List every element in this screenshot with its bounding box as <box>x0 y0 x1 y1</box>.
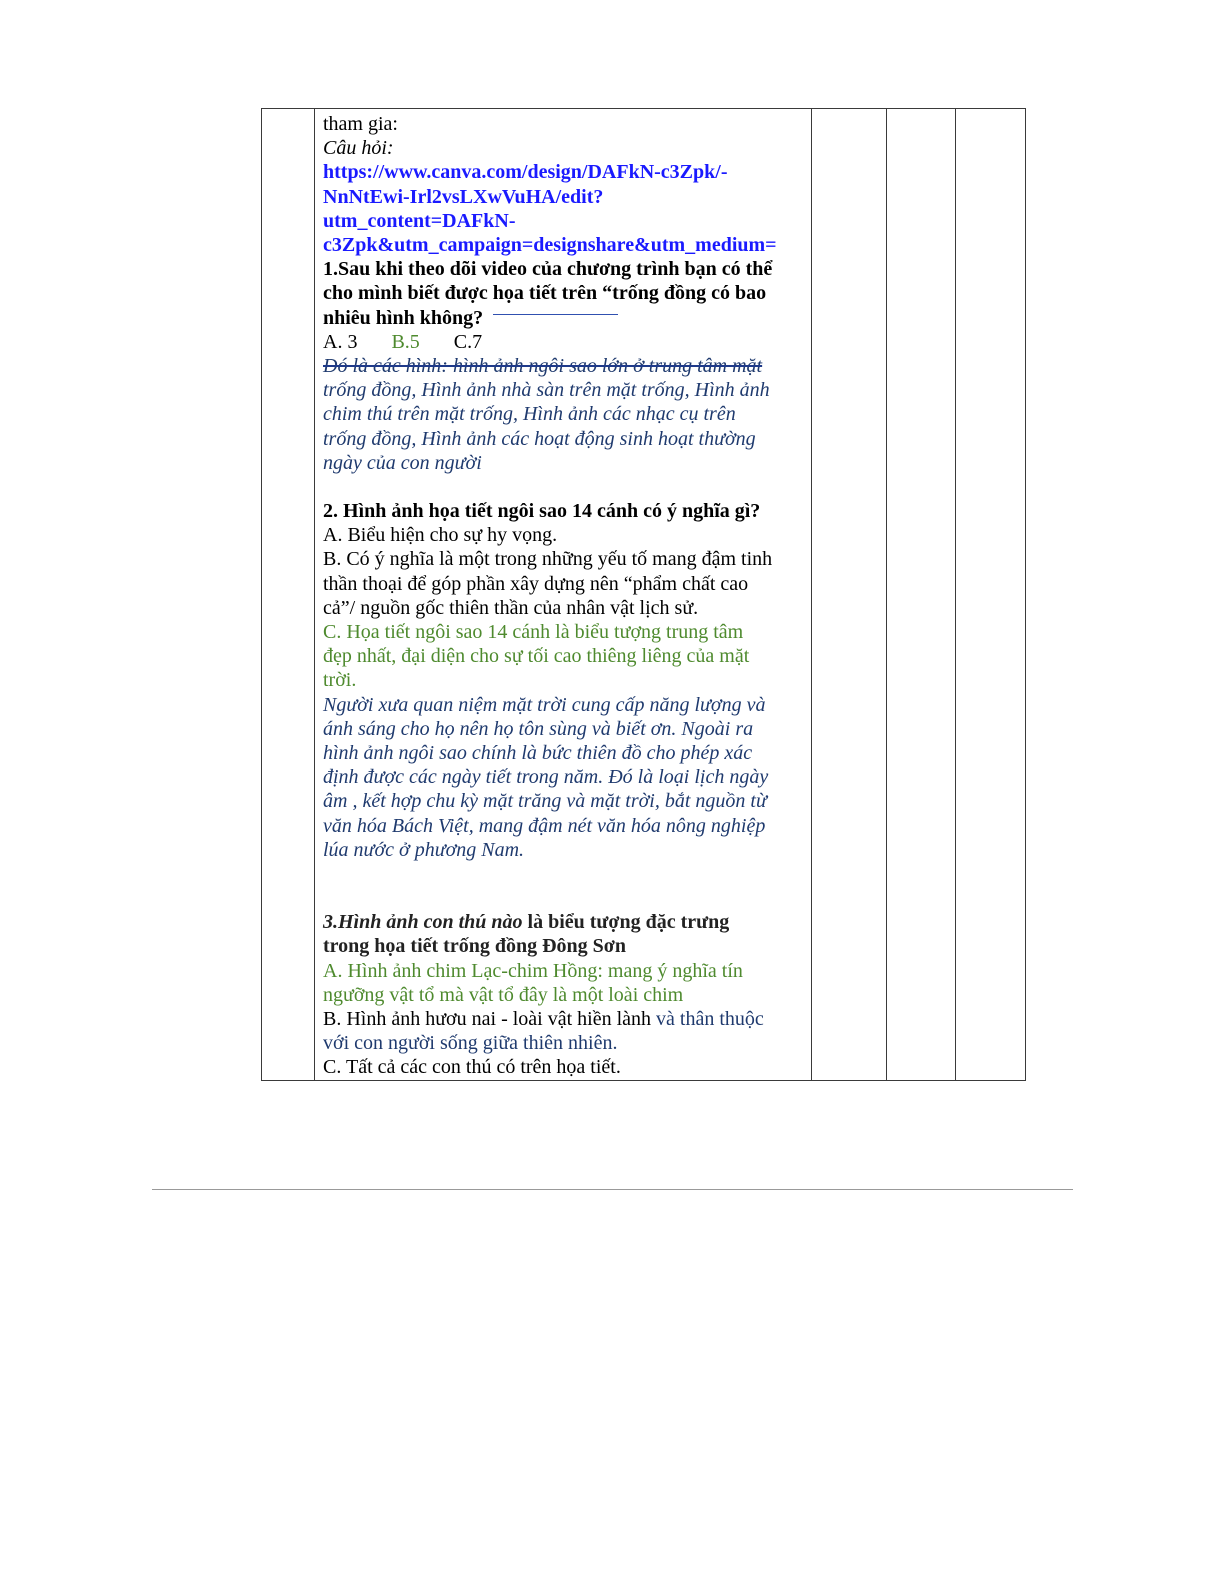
content-cell <box>315 109 812 1081</box>
q1-line-2: cho mình biết được họa tiết trên “trống đồng có bao <box>323 282 767 305</box>
q1-line-1: 1.Sau khi theo dõi video của chương trình bạn có thể <box>323 258 773 281</box>
q2-title: 2. Hình ảnh họa tiết ngôi sao 14 cánh có ý nghĩa gì? <box>323 500 761 523</box>
question-label: Câu hỏi: <box>323 137 394 160</box>
q1-options <box>323 330 803 354</box>
q3-option-c: C. Tất cả các con thú có trên họa tiết. <box>323 1056 621 1079</box>
lesson-table <box>261 108 1026 1081</box>
q1-explain-line-2: trống đồng, Hình ảnh nhà sàn trên mặt trống, Hình ảnh <box>323 379 770 402</box>
q2-explain-line-4: định được các ngày tiết trong năm. Đó là loại lịch ngày <box>323 766 769 789</box>
q2-explain-line-2: ánh sáng cho họ nên họ tôn sùng và biết ơn. Ngoài ra <box>323 717 754 740</box>
q2-option-b-line-3: cả”/ nguồn gốc thiên thần của nhân vật lịch sử. <box>323 596 699 619</box>
q2-option-c-line-1: C. Họa tiết ngôi sao 14 cánh là biểu tượng trung tâm <box>323 621 744 644</box>
q2-explain-line-6: văn hóa Bách Việt, mang đậm nét văn hóa nông nghiệp <box>323 814 766 837</box>
q2-explain-line-3: hình ảnh ngôi sao chính là bức thiên đồ cho phép xác <box>323 742 753 765</box>
q1-explain-line-4: trống đồng, Hình ảnh các hoạt động sinh hoạt thường <box>323 427 756 450</box>
q1-explain-line-5: ngày của con người <box>323 451 482 474</box>
q2-option-c-line-3: trời. <box>323 669 357 692</box>
q3-title-italic: 3.Hình ảnh con thú nào <box>323 911 523 934</box>
q3-option-b-tail: và thân thuộc <box>651 1007 764 1030</box>
q2-option-b-line-1: B. Có ý nghĩa là một trong những yếu tố mang đậm tinh <box>323 548 773 571</box>
q3-title-rest: là biểu tượng đặc trưng <box>522 911 730 934</box>
q1-option-c: C.7 <box>453 330 483 353</box>
canva-link-line-1[interactable]: https://www.canva.com/design/DAFkN-c3Zpk/- <box>323 161 728 184</box>
q3-option-a-line-2: ngưỡng vật tổ mà vật tổ đây là một loài chim <box>323 983 684 1006</box>
canva-link-line-4[interactable]: c3Zpk&utm_campaign=designshare&utm_medium= <box>323 234 777 257</box>
q3-option-a-line-1: A. Hình ảnh chim Lạc-chim Hồng: mang ý nghĩa tín <box>323 959 743 982</box>
canva-link-line-3[interactable]: utm_content=DAFkN- <box>323 209 516 232</box>
annotation-underline <box>493 314 618 315</box>
column-1-cell <box>262 109 315 1081</box>
q3-option-b-line-2: với con người sống giữa thiên nhiên. <box>323 1032 618 1055</box>
q2-option-b-line-2: thần thoại để góp phần xây dựng nên “phẩm chất cao <box>323 572 749 595</box>
q2-option-c-line-2: đẹp nhất, đại diện cho sự tối cao thiêng liêng của mặt <box>323 645 750 668</box>
q3-option-b-line-1 <box>323 1007 803 1031</box>
canva-link-line-2[interactable]: NnNtEwi-Irl2vsLXwVuHA/edit? <box>323 185 604 208</box>
q1-line-3: nhiêu hình không? <box>323 306 484 329</box>
q2-option-a: A. Biểu hiện cho sự hy vọng. <box>323 524 558 547</box>
column-4-cell <box>887 109 956 1081</box>
q1-explain-line-3: chim thú trên mặt trống, Hình ảnh các nhạc cụ trên <box>323 403 736 426</box>
q1-option-a: A. 3 <box>323 330 358 353</box>
q1-option-b: B.5 <box>391 330 420 353</box>
column-5-cell <box>956 109 1026 1081</box>
q1-explain-line-1: Đó là các hình: hình ảnh ngôi sao lớn ở trung tâm mặt <box>323 355 763 378</box>
q2-explain-line-7: lúa nước ở phương Nam. <box>323 838 525 861</box>
q3-title-line-2: trong họa tiết trống đồng Đông Sơn <box>323 935 626 958</box>
q2-explain-line-1: Người xưa quan niệm mặt trời cung cấp năng lượng và <box>323 693 766 716</box>
q2-explain-line-5: âm , kết hợp chu kỳ mặt trăng và mặt trời, bắt nguồn từ <box>323 790 767 813</box>
page-separator <box>152 1189 1073 1190</box>
column-3-cell <box>812 109 887 1081</box>
q3-title-line-1 <box>323 910 803 934</box>
q3-option-b-main: B. Hình ảnh hươu nai - loài vật hiền lành <box>323 1007 652 1030</box>
intro-text: tham gia: <box>323 113 398 135</box>
